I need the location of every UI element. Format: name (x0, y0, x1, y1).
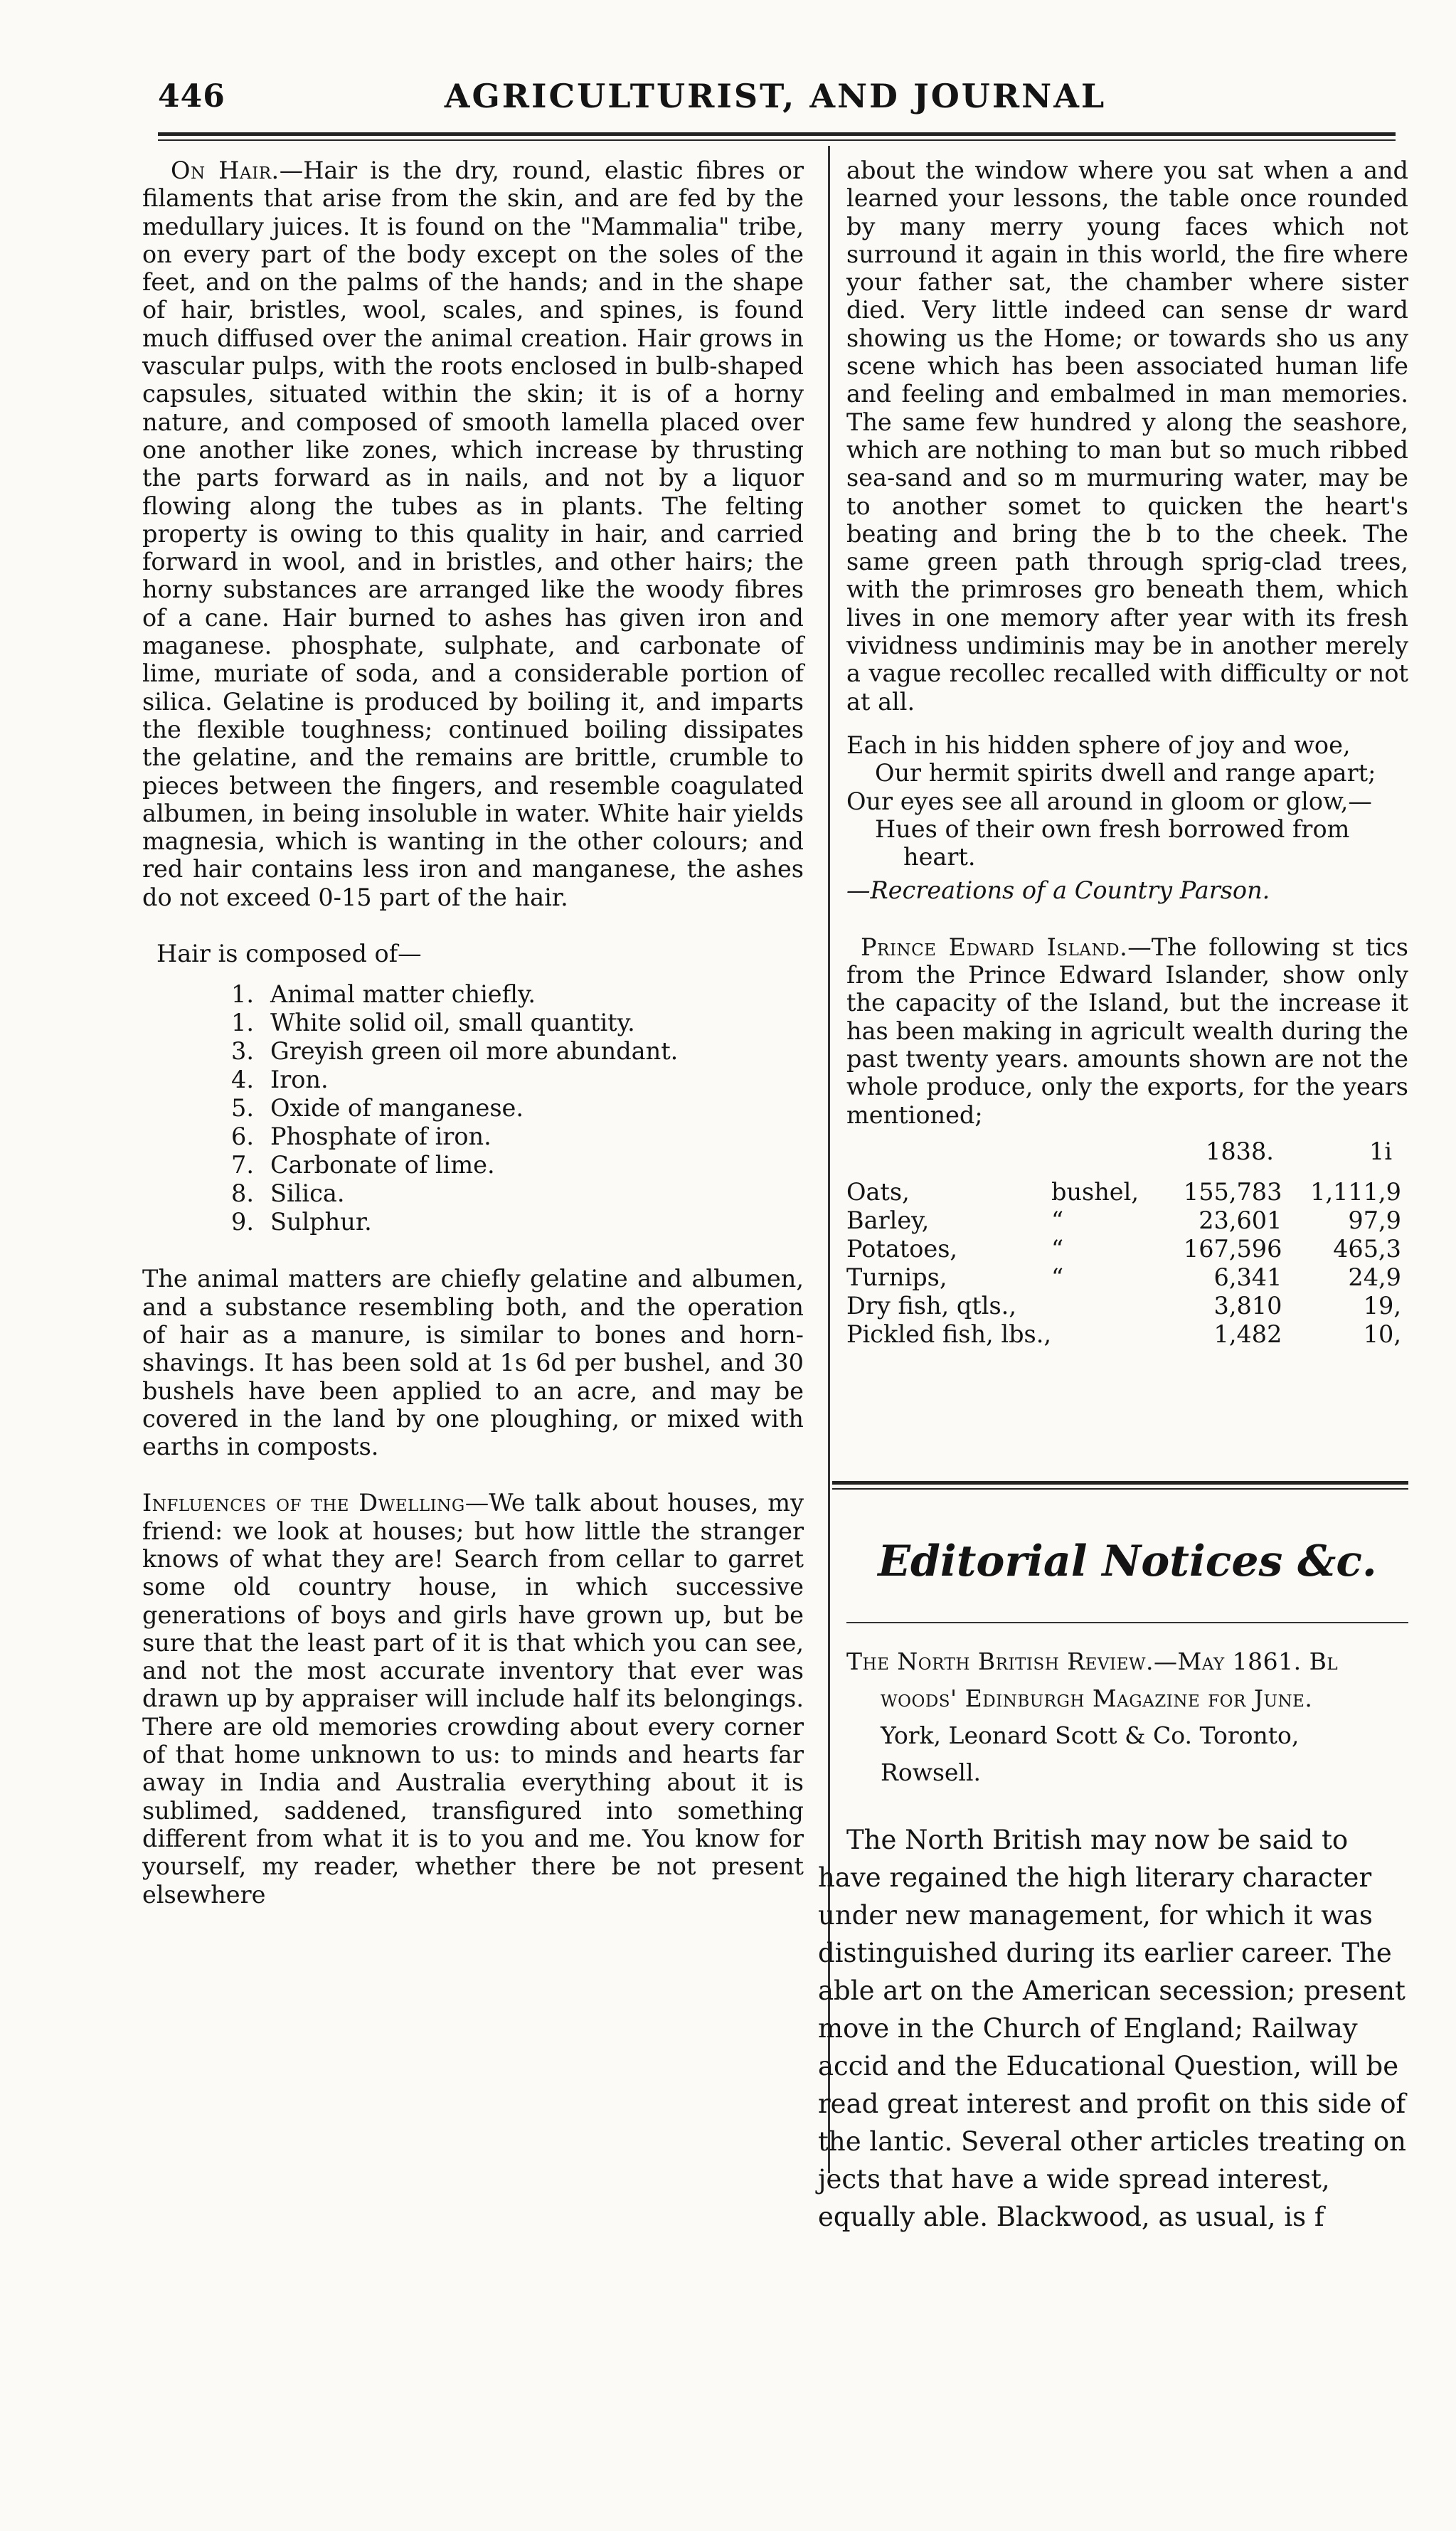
export-value-1838: 1,482 (1213, 1320, 1282, 1349)
pei-text: —The following st tics from the Prince Edward Islander, show only the capacity of the Island, but the increase it has been making in agricult wealth during the past twenty years. amounts shown are not the whole produce, only the exports, for the years mentioned; (846, 933, 1408, 1129)
dwelling-article (142, 1489, 804, 1908)
hair-article (142, 156, 804, 911)
table-row (846, 1292, 1401, 1320)
review-text: The North British may now be said to have regained the high literary character under new management, for which it was distinguished during its earlier career. The able art on the American secession; present move in the Church of England; Railway accid and the Educational Question, will be read great interest and profit on this side of the lantic. Several other articles treating on jects that have a wide spread interest, equally able. Blackwood, as usual, is f (818, 1825, 1406, 2232)
composition-label: Greyish green oil more abundant. (270, 1037, 679, 1066)
export-item: Potatoes, (846, 1235, 958, 1263)
table-row (846, 1206, 1401, 1235)
review-head-line: Rowsell. (881, 1758, 982, 1786)
composition-label: Sulphur. (270, 1208, 372, 1236)
export-item: Barley, (846, 1206, 930, 1235)
dwelling-continued: about the window where you sat when a and learned your lessons, the table once rounded by many merry young faces which not surround it again in this world, the fire where your father sat, the chamber where sister died. Very little indeed can sense dr ward showing us the Home; or towards sho us any scene which has been associated human life and feeling and embalmed in man memories. The same few hundred y along the seashore, which are nothing to man but so much ribbed sea-sand and so m murmuring water, may be to another somet to quicken the heart's beating and bring the b to the cheek. The same green path through sprig-clad trees, with the primroses gro beneath them, which lives in one memory after year with its fresh vividness undiminis may be in another merely a vague recollec recalled with difficulty or not at all. (846, 156, 1408, 716)
poem-source: —Recreations of a Country Parson. (846, 876, 1270, 905)
composition-item (231, 1037, 804, 1066)
dwelling-text: —We talk about houses, my friend: we look at houses; but how little the stranger knows of what they are! Search from cellar to garret some old country house, in which successive generations of boys and girls have grown up, but be sure that the least part of it is that which you can see, and not the most accurate inventory that ever was drawn up by appraiser will include half its belongings. There are old memories crowding about every corner of that home unknown to us: to minds and hearts far away in India and Australia everything about it is sublimed, saddened, transfigured into something different from what it is to you and me. You know for yourself, my reader, whether there be not present elsewhere (142, 1489, 804, 1909)
export-value-1838: 23,601 (1199, 1206, 1282, 1235)
export-item: Pickled fish, lbs., (846, 1320, 1052, 1349)
table-row (846, 1263, 1401, 1292)
poem-line: Each in his hidden sphere of joy and woe, (846, 731, 1351, 759)
export-value-later: 19, (1363, 1292, 1401, 1320)
composition-item (231, 1208, 804, 1236)
export-value-later: 24,9 (1348, 1263, 1401, 1292)
section-rule-thick (832, 1481, 1408, 1485)
composition-number: 1. (231, 980, 254, 1009)
composition-label: Oxide of manganese. (270, 1094, 524, 1123)
export-unit: “ (1051, 1263, 1064, 1292)
export-unit: “ (1051, 1235, 1064, 1263)
export-item: Oats, (846, 1178, 910, 1206)
editorial-notices-title: Editorial Notices &c. (878, 1537, 1377, 1586)
composed-intro: Hair is composed of— (156, 940, 422, 968)
review-heading (846, 1643, 1408, 1791)
poem-line: heart. (903, 843, 976, 871)
export-value-later: 1,111,9 (1310, 1178, 1401, 1206)
composition-number: 6. (231, 1123, 254, 1151)
composition-number: 8. (231, 1179, 254, 1208)
header-rule-thin (158, 139, 1396, 141)
composition-label: Iron. (270, 1066, 329, 1094)
table-row (846, 1178, 1401, 1206)
table-row (846, 1235, 1401, 1263)
running-title: AGRICULTURIST, AND JOURNAL (444, 77, 1107, 115)
exports-table (846, 1178, 1401, 1349)
composition-item (231, 1066, 804, 1094)
export-value-later: 97,9 (1348, 1206, 1401, 1235)
composition-number: 4. (231, 1066, 254, 1094)
export-value-later: 10, (1363, 1320, 1401, 1349)
export-value-later: 465,3 (1333, 1235, 1401, 1263)
table-row (846, 1320, 1401, 1349)
composition-item (231, 1123, 804, 1151)
composition-number: 3. (231, 1037, 254, 1066)
export-value-1838: 6,341 (1213, 1263, 1282, 1292)
export-unit (1051, 1292, 1169, 1320)
export-item: Dry fish, qtls., (846, 1292, 1016, 1320)
composition-number: 9. (231, 1208, 254, 1236)
poem (846, 731, 1408, 871)
manure-text: The animal matters are chiefly gelatine and albumen, and a substance resembling both, and the operation of hair as a manure, is similar to bones and horn-shavings. It has been sold at 1s 6d per bushel, and 30 bushels have been applied to an acre, and may be covered in the land by one ploughing, or mixed with earths in composts. (142, 1265, 804, 1461)
composition-item (231, 1151, 804, 1179)
page-number: 446 (158, 78, 225, 115)
composition-item (231, 1094, 804, 1123)
composition-number: 5. (231, 1094, 254, 1123)
composition-number: 1. (231, 1009, 254, 1037)
pei-article (846, 933, 1408, 1129)
composition-label: Silica. (270, 1179, 345, 1208)
composition-item (231, 1009, 804, 1037)
export-value-1838: 155,783 (1183, 1178, 1282, 1206)
year-1838: 1838. (1206, 1137, 1274, 1165)
composition-label: Animal matter chiefly. (270, 980, 536, 1009)
export-unit: “ (1051, 1206, 1064, 1235)
hair-heading: On Hair. (171, 156, 280, 184)
composition-item (231, 980, 804, 1009)
section-rule-thin (832, 1488, 1408, 1490)
table-year-header (846, 1137, 1408, 1165)
review-head-line: woods' Edinburgh Magazine for June. (881, 1684, 1313, 1712)
pei-heading: Prince Edward Island. (861, 933, 1128, 961)
poem-line: Our eyes see all around in gloom or glow,— (846, 787, 1372, 815)
section-rule (846, 1622, 1408, 1623)
composition-item (231, 1179, 804, 1208)
composition-label: Phosphate of iron. (270, 1123, 491, 1151)
poem-line: Hues of their own fresh borrowed from (875, 815, 1350, 843)
export-unit (1051, 1320, 1169, 1349)
review-head-line: York, Leonard Scott & Co. Toronto, (881, 1721, 1300, 1749)
composition-number: 7. (231, 1151, 254, 1179)
hair-text: —Hair is the dry, round, elastic fibres or filaments that arise from the skin, and are fed by the medullary juices. It is found on the "Mammalia" tribe, on every part of the body except on the soles of the feet, and on the palms of the hands; and in the shape of hair, bristles, wool, scales, and spines, is found much diffused over the animal creation. Hair grows in vascular pulps, with the roots enclosed in bulb-shaped capsules, situated within the skin; it is of a horny nature, and composed of smooth lamella placed over one another like zones, which increase by thrusting the parts forward as in nails, and not by a liquor flowing along the tubes as in plants. The felting property is owing to this quality in hair, and carried forward in wool, and in bristles, and other hairs; the horny substances are arranged like the woody fibres of a cane. Hair burned to ashes has given iron and maganese. phosphate, sulphate, and carbonate of lime, muriate of soda, and a considerable portion of silica. Gelatine is produced by boiling it, and imparts the flexible toughness; continued boiling dissipates the gelatine, and the remains are brittle, crumble to pieces between the fingers, and resemble coagulated albumen, in being insoluble in water. White hair yields magnesia, which is wanting in the other colours; and red hair contains less iron and manganese, the ashes do not exceed 0-15 part of the hair. (142, 156, 804, 911)
header-rule-thick (158, 132, 1396, 136)
composition-list (231, 980, 804, 1236)
review-head-line: The North British Review.—May 1861. Bl (846, 1647, 1339, 1675)
composition-label: Carbonate of lime. (270, 1151, 495, 1179)
composition-label: White solid oil, small quantity. (270, 1009, 635, 1037)
export-value-1838: 3,810 (1213, 1292, 1282, 1320)
left-column (142, 156, 804, 1909)
poem-line: Our hermit spirits dwell and range apart; (875, 759, 1376, 787)
export-item: Turnips, (846, 1263, 947, 1292)
dwelling-heading: Influences of the Dwelling (142, 1489, 465, 1517)
export-unit: bushel, (1051, 1178, 1139, 1206)
year-later: 1i (1369, 1137, 1393, 1165)
right-column (846, 156, 1408, 1349)
export-value-1838: 167,596 (1183, 1235, 1282, 1263)
